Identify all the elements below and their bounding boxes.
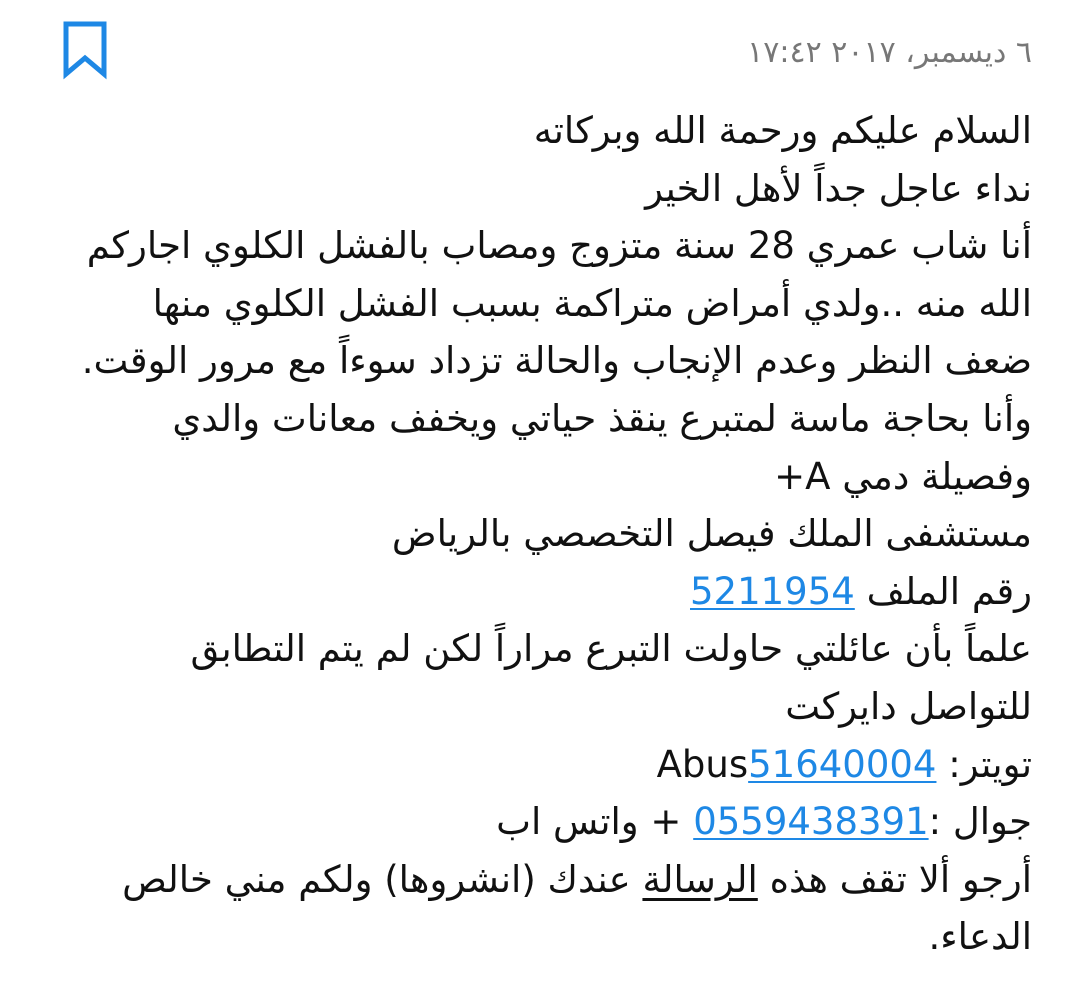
closing-underlined-word: الرسالة [642, 857, 758, 901]
message-line: أنا شاب عمري 28 سنة متزوج ومصاب بالفشل الكلوي اجاركم [86, 224, 1032, 268]
file-number-label: رقم الملف [866, 569, 1032, 613]
message-line: مستشفى الملك فيصل التخصصي بالرياض [391, 512, 1032, 556]
message-date: ٦ ديسمبر، ٢٠١٧ ١٧:٤٢ [747, 35, 1032, 70]
message-line-twitter [32, 736, 1032, 794]
message-line-file-number [32, 563, 1032, 621]
message-line: الله منه ..ولدي أمراض متراكمة بسبب الفشل الكلوي منها [152, 281, 1032, 325]
message-line-phone [32, 793, 1032, 851]
whatsapp-label: + واتس اب [496, 800, 682, 844]
twitter-handle-number-link[interactable]: 51640004 [748, 742, 937, 786]
message-line: نداء عاجل جداً لأهل الخير [645, 166, 1032, 210]
phone-label: جوال : [928, 800, 1032, 844]
message-line: الدعاء. [928, 915, 1032, 959]
closing-text-end: عندك (انشروها) ولكم مني خالص [122, 857, 631, 901]
closing-text-start: أرجو ألا تقف هذه [769, 857, 1032, 901]
message-line: علماً بأن عائلتي حاولت التبرع مراراً لكن لم يتم التطابق [190, 627, 1032, 671]
message-line: السلام عليكم ورحمة الله وبركاته [533, 109, 1032, 152]
phone-number-link[interactable]: 0559438391 [693, 800, 929, 844]
message-line-closing [32, 851, 1032, 909]
twitter-handle [657, 743, 937, 786]
message-line: للتواصل دايركت [785, 684, 1032, 728]
twitter-label: تويتر: [948, 742, 1032, 786]
message-line: ضعف النظر وعدم الإنجاب والحالة تزداد سوءاً مع مرور الوقت. [81, 339, 1032, 383]
message-header [0, 0, 1079, 100]
twitter-handle-text: Abus [656, 742, 749, 786]
bookmark-icon[interactable] [60, 20, 110, 80]
blood-type-label: وفصيلة دمي [842, 454, 1032, 498]
file-number-link[interactable]: 5211954 [690, 569, 855, 613]
message-body [32, 102, 1032, 966]
message-line: وأنا بحاجة ماسة لمتبرع ينقذ حياتي ويخفف معانات والدي [172, 396, 1032, 440]
blood-type-value: +A [774, 454, 831, 498]
message-line-blood-type [32, 448, 1032, 506]
